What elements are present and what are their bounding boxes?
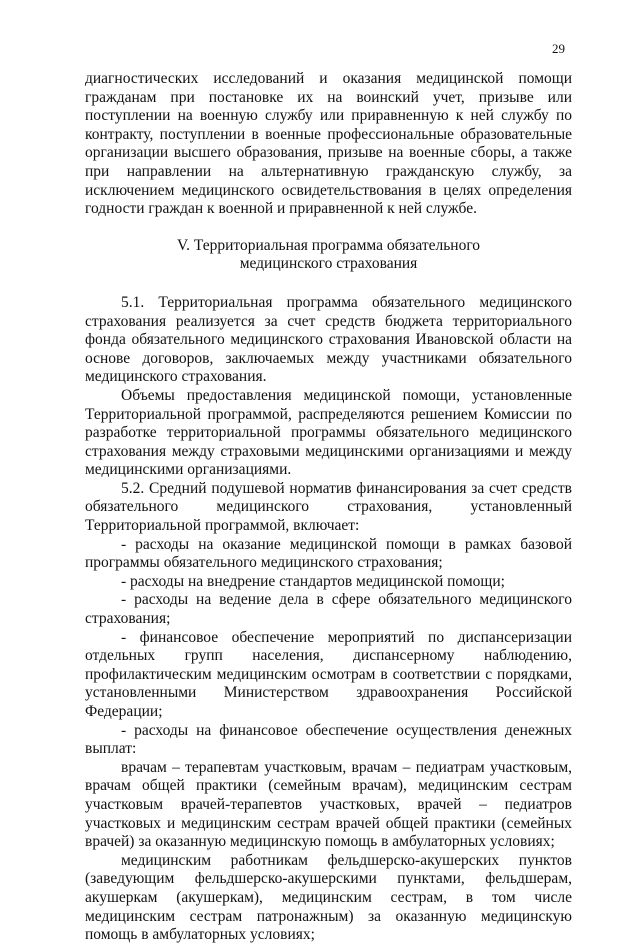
payment-doctors: врачам – терапевтам участковым, врачам – педиатрам участковым, врачам общей практики (семейным врачам), медицинским сестрам участковым врачей-терапевтов участковых, врачей – педиатров участковых и медицинским сестрам врачей общей практики (семейных врачей) за оказанную медицинскую помощь в амбулаторных условиях;: [85, 758, 572, 851]
list-item-payments: - расходы на финансовое обеспечение осуществления денежных выплат:: [85, 721, 572, 758]
paragraph-volumes: Объемы предоставления медицинской помощи, установленные Территориальной программой, распределяются решением Комиссии по разработке территориальной программы обязательного медицинского страхования между страховыми медицинскими организациями и между медицинскими организациями.: [85, 386, 572, 479]
list-item-administration: - расходы на ведение дела в сфере обязательного медицинского страхования;: [85, 591, 572, 628]
section-heading: [85, 237, 572, 274]
paragraph-5-2: 5.2. Средний подушевой норматив финансирования за счет средств обязательного медицинского страхования, установленный Территориальной программой, включает:: [85, 479, 572, 535]
list-item-dispensary: - финансовое обеспечение мероприятий по диспансеризации отдельных групп населения, диспансерному наблюдению, профилактическим медицинским осмотрам в соответствии с порядками, установленными Министерством здравоохранения Российской Федерации;: [85, 628, 572, 720]
document-body: [85, 70, 572, 945]
list-item-basic-program: - расходы на оказание медицинской помощи в рамках базовой программы обязательного медицинского страхования;: [85, 535, 572, 572]
section-title-line-2: медицинского страхования: [239, 255, 418, 273]
intro-paragraph: диагностических исследований и оказания медицинской помощи гражданам при постановке их на воинский учет, призыве или поступлении на военную службу или приравненную к ней службу по контракту, поступлении в военные профессиональные образовательные организации высшего образования, призыве на военные сборы, а также при направлении на альтернативную гражданскую службу, за исключением медицинского освидетельствования в целях определения годности граждан к военной и приравненной к ней службе.: [85, 70, 572, 218]
list-item-standards: - расходы на внедрение стандартов медицинской помощи;: [121, 572, 505, 590]
paragraph-5-1: 5.1. Территориальная программа обязательного медицинского страхования реализуется за счет средств бюджета территориального фонда обязательного медицинского страхования Ивановской области на основе договоров, заключаемых между участниками обязательного медицинского страхования.: [85, 293, 572, 386]
section-title-line-1: V. Территориальная программа обязательного: [176, 236, 481, 254]
page-number: 29: [552, 41, 565, 56]
payment-feldsher: медицинским работникам фельдшерско-акушерских пунктов (заведующим фельдшерско-акушерскими пунктами, фельдшерам, акушеркам (акушеркам), медицинским сестрам, в том числе медицинским сестрам патронажным) за оказанную медицинскую помощь в амбулаторных условиях;: [85, 851, 572, 944]
